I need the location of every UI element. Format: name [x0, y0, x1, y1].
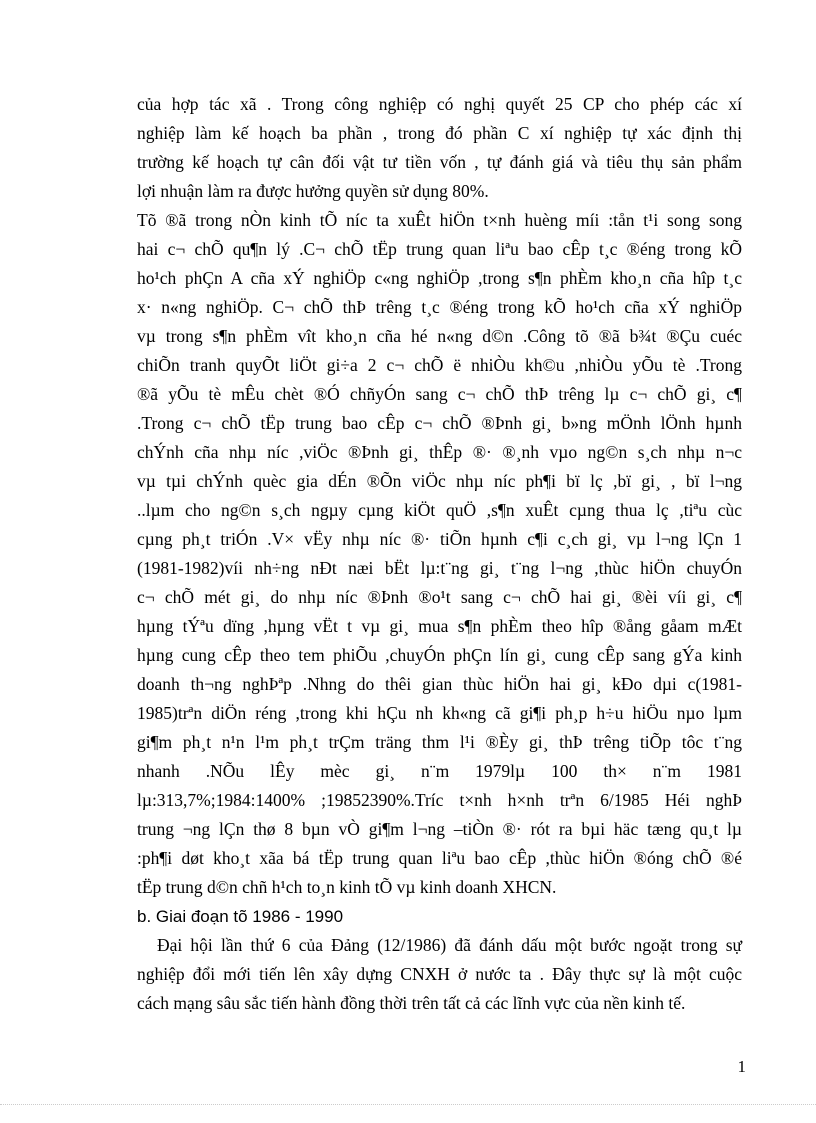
- text-line: lµ:313,7%;1984:1400% ;19852390%.Tríc t×nh h×nh trªn 6/1985 Héi nghÞ: [137, 790, 742, 810]
- text-line: cµng ph¸t triÓn .V× vËy nhµ níc ®· tiÕn hµnh c¶i c¸ch gi¸ vµ l¬ng lÇn 1: [137, 529, 742, 549]
- page-number: 1: [737, 1057, 746, 1076]
- footer-divider: [0, 1104, 816, 1105]
- section-heading: b. Giai đoạn tõ 1986 - 1990: [137, 907, 344, 926]
- text-line: hai c¬ chÕ qu¶n lý .C¬ chÕ tËp trung quan liªu bao cÊp t¸c ®éng trong kÕ: [137, 239, 742, 259]
- text-line: chÝnh cña nhµ níc ,viÖc ®Þnh gi¸ thÊp ®· ®¸nh vµo ng©n s¸ch nhµ n¬c: [137, 442, 742, 462]
- text-line: c¬ chÕ mét gi¸ do nhµ níc ®Þnh ®o¹t sang c¬ chÕ hai gi¸ ®èi víi gi¸ c¶: [137, 587, 742, 607]
- text-line: trường kế hoạch tự cân đối vật tư tiền vốn , tự đánh giá và tiêu thụ sản phẩm: [137, 152, 742, 172]
- text-line: ..lµm cho ng©n s¸ch ngµy cµng kiÖt quÖ ,s¶n xuÊt cµng thua lç ,tiªu cùc: [137, 500, 742, 520]
- text-line: nghiệp làm kế hoạch ba phần , trong đó phần C xí nghiệp tự xác định thị: [137, 123, 742, 143]
- text-line: vµ tµi chÝnh quèc gia dÉn ®Õn viÖc nhµ níc ph¶i bï lç ,bï gi¸ , bï l¬ng: [137, 471, 742, 491]
- body-text: [137, 90, 742, 1018]
- text-line: ho¹ch phÇn A cña xÝ nghiÖp c«ng nghiÖp ,trong s¶n phÈm kho¸n cña hîp t¸c: [137, 268, 742, 288]
- text-line: doanh th¬ng nghÞªp .Nhng do thêi gian thùc hiÖn hai gi¸ kÐo dµi c(1981-: [137, 674, 742, 694]
- text-line: hµng tÝªu dïng ,hµng vËt t vµ gi¸ mua s¶n phÈm theo hîp ®ång gåam mÆt: [137, 616, 742, 636]
- text-line: vµ trong s¶n phÈm vît kho¸n cña hé n«ng d©n .Công tõ ®ã b¾t ®Çu cuéc: [137, 326, 742, 346]
- text-line: tËp trung d©n chñ h¹ch to¸n kinh tÕ vµ kinh doanh XHCN.: [137, 877, 557, 897]
- paragraph-cooperative: [137, 90, 742, 206]
- text-line: lợi nhuận làm ra được hưởng quyền sử dụng 80%.: [137, 181, 489, 201]
- paragraph-congress: [137, 931, 742, 1018]
- text-line: .Trong c¬ chÕ tËp trung bao cÊp c¬ chÕ ®Þnh gi¸ b»ng mÖnh lÖnh hµnh: [137, 413, 742, 433]
- text-line: chiÕn tranh quyÕt liÖt gi÷a 2 c¬ chÕ ë nhiÒu kh©u ,nhiÒu yÕu tè .Trong: [137, 355, 742, 375]
- text-line: trung ¬ng lÇn thø 8 bµn vÒ gi¶m l¬ng –tiÒn ®· rót ra bµi häc tæng qu¸t lµ: [137, 819, 742, 839]
- text-line: 1985)trªn diÖn réng ,trong khi hÇu nh kh«ng cã gi¶i ph¸p h÷u hiÖu nµo lµm: [137, 703, 742, 723]
- text-line: nghiệp đổi mới tiến lên xây dựng CNXH ở nước ta . Đây thực sự là một cuộc: [137, 964, 742, 984]
- text-line: nhanh .NÕu lÊy mèc gi¸ n¨m 1979lµ 100 th× n¨m 1981: [137, 761, 742, 781]
- text-line: Đại hội lần thứ 6 của Đảng (12/1986) đã đánh dấu một bước ngoặt trong sự: [157, 935, 742, 955]
- text-line: x· n«ng nghiÖp. C¬ chÕ thÞ trêng t¸c ®éng trong kÕ ho¹ch cña xÝ nghiÖp: [137, 297, 742, 317]
- text-line: gi¶m ph¸t n¹n l¹m ph¸t trÇm träng thm l¹i ®Èy gi¸ thÞ trêng tiÕp tôc t¨ng: [137, 732, 742, 752]
- text-line: :ph¶i døt kho¸t xãa bá tËp trung quan liªu bao cÊp ,thùc hiÖn ®óng chÕ ®é: [137, 848, 742, 868]
- text-line: hµng cung cÊp theo tem phiÕu ,chuyÓn phÇn lín gi¸ cung cÊp sang gÝa kinh: [137, 645, 742, 665]
- text-line: của hợp tác xã . Trong công nghiệp có nghị quyết 25 CP cho phép các xí: [137, 94, 742, 114]
- text-line: (1981-1982)víi nh÷ng nÐt næi bËt lµ:t¨ng gi¸ t¨ng l¬ng ,thùc hiÖn chuyÓn: [137, 558, 742, 578]
- paragraph-dual-mechanism: [137, 206, 742, 902]
- text-line: cách mạng sâu sắc tiến hành đồng thời trên tất cả các lĩnh vực của nền kinh tế.: [137, 993, 686, 1013]
- text-line: Tõ ®ã trong nÒn kinh tÕ níc ta xuÊt hiÖn t×nh huèng míi :tån t¹i song song: [137, 210, 742, 230]
- text-line: ®ã yÕu tè mÊu chèt ®Ó chñyÓn sang c¬ chÕ thÞ trêng lµ c¬ chÕ gi¸ c¶: [137, 384, 742, 404]
